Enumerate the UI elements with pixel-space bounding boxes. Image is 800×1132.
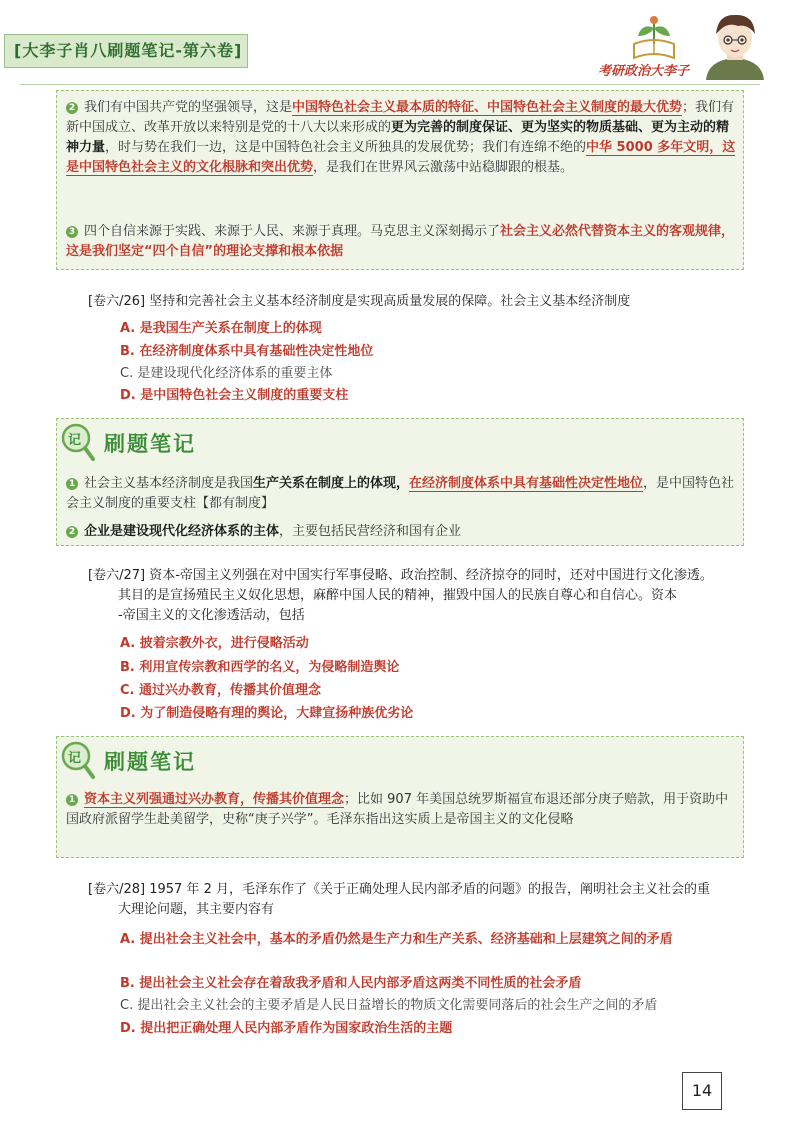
page-header-title: [大李子肖八刷题笔记-第六卷]	[14, 41, 243, 60]
text: ，是中国特色社会主义制度的重要支柱【都有制度】	[66, 476, 735, 511]
text: ；比如 907 年美国总统罗斯福宣布退还部分庚子赔款，用于资助中国政府派留学生赴美留学，史称“庚子兴学”。毛泽东指出这实质上是帝国主义的文化侵略	[66, 792, 729, 827]
question-stem: 其目的是宣扬殖民主义奴化思想，麻醉中国人民的精神，摧毁中国人的民族自尊心和自信心。资本	[118, 588, 678, 603]
avatar	[694, 10, 776, 80]
question-stem: 坚持和完善社会主义基本经济制度是实现高质量发展的保障。社会主义基本经济制度	[149, 294, 631, 309]
note-top-item-2	[66, 98, 738, 178]
text: 我们有中国共产党的坚强领导，这是	[84, 100, 293, 115]
number-badge-1: 1	[66, 794, 78, 806]
option-d: D. 提出把正确处理人民内部矛盾作为国家政治生活的主题	[120, 1021, 453, 1036]
question-tag: [卷六/27]	[88, 568, 146, 583]
header-divider	[20, 84, 760, 85]
text: ，时与势在我们一边，这是中国特色社会主义所独具的发展优势；我们有连绵不绝的	[105, 140, 587, 155]
note-27-item-1	[66, 790, 738, 830]
text: ，主要包括民营经济和国有企业	[279, 524, 462, 539]
option-a: A. 提出社会主义社会中，基本的矛盾仍然是生产力和生产关系、经济基础和上层建筑之间的矛盾	[120, 932, 673, 947]
option-b: B. 利用宣传宗教和西学的名义，为侵略制造舆论	[120, 660, 400, 675]
question-stem: 大理论问题，其主要内容有	[118, 902, 275, 917]
highlight-red: 社会主义必然代替资本主义的客观规律，这是我们坚定“四个自信”的理论支撑和根本依据	[66, 224, 735, 259]
option-a: A. 披着宗教外衣，进行侵略活动	[120, 636, 309, 651]
question-tag: [卷六/28]	[88, 882, 146, 897]
number-badge-2: 2	[66, 526, 78, 538]
number-badge-1: 1	[66, 478, 78, 490]
question-stem: -帝国主义的文化渗透活动，包括	[118, 608, 305, 623]
brand-name: 考研政治大李子	[598, 64, 690, 79]
question-26	[88, 292, 768, 312]
option-b: B. 在经济制度体系中具有基础性决定性地位	[120, 344, 374, 359]
text: 社会主义基本经济制度是我国	[84, 476, 254, 491]
option-c: C. 通过兴办教育，传播其价值理念	[120, 683, 322, 698]
number-badge-2: 2	[66, 102, 78, 114]
logo-icon	[628, 14, 680, 64]
highlight-bold: 更为完善的制度保证、更为坚实的物质基础、更为主动的精神力量	[66, 120, 730, 155]
option-b: B. 提出社会主义社会存在着敌我矛盾和人民内部矛盾这两类不同性质的社会矛盾	[120, 976, 582, 991]
question-tag: [卷六/26]	[88, 294, 146, 309]
highlight-red: 中国特色社会主义最本质的特征、中国特色社会主义制度的最大优势	[292, 100, 683, 115]
option-d: D. 为了制造侵略有理的舆论，大肆宣扬种族优劣论	[120, 706, 414, 721]
note-heading-title: 刷题笔记	[104, 750, 196, 774]
option-d: D. 是中国特色社会主义制度的重要支柱	[120, 388, 349, 403]
text: 四个自信来源于实践、来源于人民、来源于真理。马克思主义深刻揭示了	[84, 224, 501, 239]
note-26-item-2	[66, 522, 738, 542]
option-c: C. 提出社会主义社会的主要矛盾是人民日益增长的物质文化需要同落后的社会生产之间的矛盾	[120, 998, 658, 1013]
note-heading-title: 刷题笔记	[104, 432, 196, 456]
text: ，是我们在世界风云激荡中站稳脚跟的根基。	[313, 160, 574, 175]
highlight-bold: 企业是建设现代化经济体系的主体	[84, 524, 280, 539]
note-heading-26	[60, 422, 260, 462]
question-28	[88, 880, 768, 920]
note-26-item-1	[66, 474, 738, 514]
highlight-red: 在经济制度体系中具有基础性决定性地位	[409, 476, 644, 491]
highlight-red: 资本主义列强通过兴办教育，传播其价值理念	[84, 792, 345, 807]
number-badge-3: 3	[66, 226, 78, 238]
note-top-item-3	[66, 222, 738, 262]
note-icon-char: 记	[68, 433, 82, 448]
note-heading-27	[60, 740, 260, 780]
option-a: A. 是我国生产关系在制度上的体现	[120, 321, 322, 336]
highlight-bold: 生产关系在制度上的体现，	[253, 476, 410, 491]
question-stem: 1957 年 2 月，毛泽东作了《关于正确处理人民内部矛盾的问题》的报告，阐明社会主义社会的重	[149, 882, 710, 897]
option-c: C. 是建设现代化经济体系的重要主体	[120, 366, 333, 381]
question-stem: 资本-帝国主义列强在对中国实行军事侵略、政治控制、经济掠夺的同时，还对中国进行文化渗透。	[149, 568, 713, 583]
note-icon-char: 记	[68, 751, 82, 766]
highlight-red: 中华 5000 多年文明，这是中国特色社会主义的文化根脉和突出优势	[66, 140, 736, 175]
page-number: 14	[682, 1072, 722, 1110]
question-27	[88, 566, 768, 626]
text: ；我们有新中国成立、改革开放以来特别是党的十八大以来形成的	[66, 100, 735, 135]
